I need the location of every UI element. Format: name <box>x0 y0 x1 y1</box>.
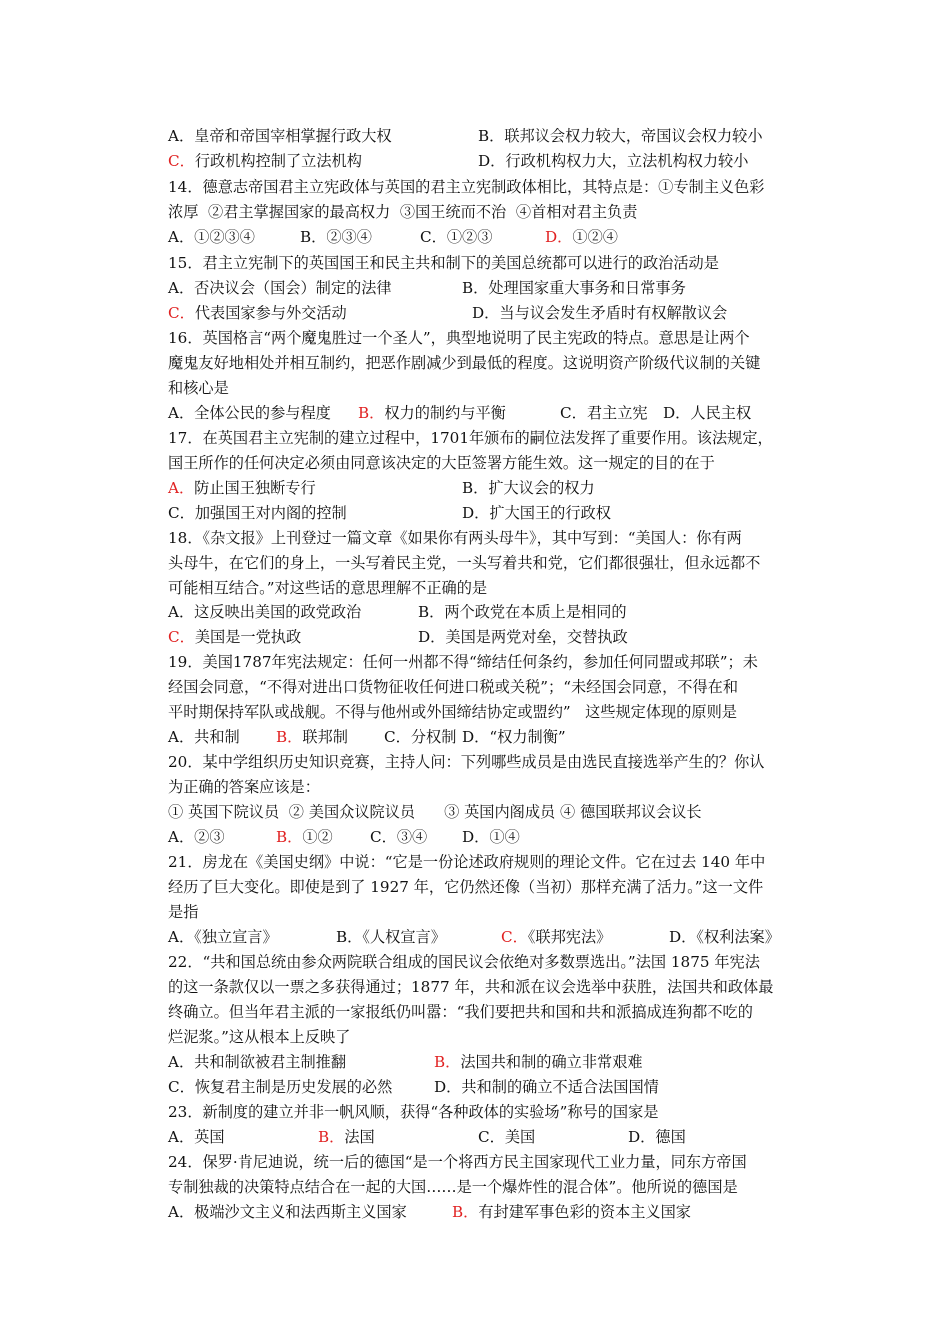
option-text: 《人权宣言》 <box>362 928 446 946</box>
option-text: ③④ <box>396 828 428 846</box>
option-letter: C． <box>370 828 397 846</box>
option-text: 法国 <box>344 1128 375 1146</box>
question-text-line: 烂泥浆。”这从根本上反映了 <box>168 1028 351 1046</box>
question-text-line: 17．在英国君主立宪制的建立过程中，1701年颁布的嗣位法发挥了重要作用。该法规定， <box>168 429 773 447</box>
option-letter: C． <box>168 628 195 646</box>
option-letter: A． <box>168 928 195 946</box>
answer-option <box>168 625 301 650</box>
question-text-line: 浓厚 ②君主掌握国家的最高权力 ③国王统而不治 ④首相对君主负责 <box>168 203 638 221</box>
options-row <box>0 476 950 501</box>
option-text: 有封建军事色彩的资本主义国家 <box>478 1203 691 1221</box>
question-text-line: 23．新制度的建立并非一帆风顺，获得“各种政体的实验场”称号的国家是 <box>168 1103 659 1121</box>
question-text-line: 21．房龙在《美国史纲》中说：“它是一份论述政府规则的理论文件。它在过去 140 年中 <box>168 853 766 871</box>
answer-option <box>478 149 748 174</box>
option-letter: B． <box>358 404 385 422</box>
option-letter: D． <box>434 1078 462 1096</box>
question-text-line: 15．君主立宪制下的英国国王和民主共和制下的美国总统都可以进行的政治活动是 <box>168 254 719 272</box>
answer-option <box>501 925 611 950</box>
option-letter: D． <box>462 828 490 846</box>
option-text: 扩大国王的行政权 <box>489 504 611 522</box>
options-row <box>0 600 950 625</box>
question-text-line: 16．英国格言“两个魔鬼胜过一个圣人”，典型地说明了民主宪政的特点。意思是让两个 <box>168 329 750 347</box>
option-text: ②③④ <box>326 228 372 246</box>
question-text-line: 国王所作的任何决定必须由同意该决定的大臣签署方能生效。这一规定的目的在于 <box>168 454 715 472</box>
question-text-line: 魔鬼友好地相处并相互制约，把恶作剧减少到最低的程度。这说明资产阶级代议制的关键 <box>168 354 761 372</box>
question-text-line: 是指 <box>168 903 199 921</box>
option-text: 《联邦宪法》 <box>527 928 612 946</box>
question-text-line: 经历了巨大变化。即使是到了 1927 年，它仍然还像（当初）那样充满了活力。”这一文件 <box>168 878 764 896</box>
answer-option <box>462 276 686 301</box>
answer-option <box>418 625 628 650</box>
option-letter: A． <box>168 1203 195 1221</box>
option-text: ②③ <box>194 828 225 846</box>
option-letter: B． <box>462 479 489 497</box>
option-text: 行政机构控制了立法机构 <box>194 152 362 170</box>
option-text: 《独立宣言》 <box>194 928 278 946</box>
option-letter: B． <box>276 828 303 846</box>
answer-option <box>434 1075 659 1100</box>
option-letter: B． <box>434 1053 461 1071</box>
answer-option <box>276 725 348 750</box>
option-letter: B． <box>300 228 327 246</box>
option-text: 共和制的确立不适合法国国情 <box>461 1078 659 1096</box>
question-text-line: 24．保罗·肯尼迪说，统一后的德国“是一个将西方民主国家现代工业力量，同东方帝国 <box>168 1153 747 1171</box>
option-text: 美国是一党执政 <box>194 628 302 646</box>
answer-option <box>462 725 566 750</box>
option-text: ①②③④ <box>194 228 255 246</box>
answer-option <box>168 301 347 326</box>
option-letter: C． <box>168 1078 195 1096</box>
option-text: 否决议会（国会）制定的法律 <box>194 279 392 297</box>
option-text: ①②④ <box>572 228 618 246</box>
option-text: 联邦议会权力较大，帝国议会权力较小 <box>504 127 763 145</box>
option-text: 分权制 <box>410 728 457 746</box>
option-text: 美国是两党对垒，交替执政 <box>445 628 628 646</box>
options-row <box>0 149 950 174</box>
option-text: 当与议会发生矛盾时有权解散议会 <box>499 304 728 322</box>
option-letter: C． <box>168 504 195 522</box>
question-text-line: ① 英国下院议员 ② 美国众议院议员 ③ 英国内阁成员 ④ 德国联邦议会议长 <box>168 803 702 821</box>
answer-option <box>472 301 727 326</box>
answer-option <box>462 476 595 501</box>
option-letter: B． <box>478 127 505 145</box>
option-text: ①② <box>302 828 333 846</box>
options-row <box>0 1200 950 1225</box>
answer-option <box>560 401 648 426</box>
option-text: 这反映出美国的政党政治 <box>194 603 362 621</box>
question-text-line: 终确立。但当年君主派的一家报纸仍叫嚣：“我们要把共和国和共和派搞成连狗都不吃的 <box>168 1003 753 1021</box>
option-letter: C． <box>168 152 195 170</box>
options-row <box>0 401 950 426</box>
answer-option <box>462 501 611 526</box>
option-letter: A． <box>168 228 195 246</box>
answer-option <box>462 825 520 850</box>
options-row <box>0 124 950 149</box>
option-text: 联邦制 <box>302 728 348 746</box>
option-letter: B． <box>462 279 489 297</box>
option-letter: D． <box>628 1128 656 1146</box>
answer-option <box>168 225 255 250</box>
option-text: ①④ <box>489 828 520 846</box>
answer-option <box>545 225 618 250</box>
option-letter: B． <box>318 1128 345 1146</box>
options-row <box>0 725 950 750</box>
option-text: 行政机构权力大，立法机构权力较小 <box>505 152 749 170</box>
answer-option <box>452 1200 691 1225</box>
answer-option <box>168 600 361 625</box>
answer-option <box>628 1125 686 1150</box>
option-text: 代表国家参与外交活动 <box>194 304 347 322</box>
option-letter: D． <box>669 928 697 946</box>
answer-option <box>168 1125 225 1150</box>
question-text-line: 19．美国1787年宪法规定：任何一州都不得“缔结任何条约，参加任何同盟或邦联”；未 <box>168 653 758 671</box>
option-letter: A． <box>168 828 195 846</box>
question-text-line: 可能相互结合。”对这些话的意思理解不正确的是 <box>168 579 488 597</box>
option-letter: A． <box>168 479 195 497</box>
option-text: 加强国王对内阁的控制 <box>194 504 347 522</box>
options-row <box>0 625 950 650</box>
answer-option <box>168 1075 392 1100</box>
option-letter: D． <box>462 504 490 522</box>
answer-option <box>300 225 372 250</box>
answer-option <box>434 1050 643 1075</box>
option-text: 恢复君主制是历史发展的必然 <box>194 1078 393 1096</box>
question-text-line: 头母牛，在它们的身上，一头写着民主党，一头写着共和党，它们都很强壮，但永远都不 <box>168 554 761 572</box>
option-letter: A． <box>168 728 195 746</box>
answer-option <box>384 725 456 750</box>
answer-option <box>318 1125 375 1150</box>
option-text: 防止国王独断专行 <box>194 479 316 497</box>
option-text: 法国共和制的确立非常艰难 <box>460 1053 643 1071</box>
answer-option <box>168 276 392 301</box>
option-letter: C． <box>478 1128 505 1146</box>
answer-option <box>168 501 347 526</box>
question-text-line: 经国会同意，“不得对进出口货物征收任何进口税或关税”；“未经国会同意，不得在和 <box>168 678 739 696</box>
answer-option <box>336 925 446 950</box>
option-text: 皇帝和帝国宰相掌握行政大权 <box>194 127 392 145</box>
options-row <box>0 1050 950 1075</box>
question-text-line: 20．某中学组织历史知识竞赛，主持人问：下列哪些成员是由选民直接选举产生的？你认 <box>168 753 765 771</box>
option-text: 人民主权 <box>690 404 752 422</box>
option-letter: D． <box>462 728 490 746</box>
answer-option <box>168 149 362 174</box>
option-text: 全体公民的参与程度 <box>194 404 331 422</box>
question-text-line: 和核心是 <box>168 379 229 397</box>
answer-option <box>168 725 240 750</box>
option-text: ①②③ <box>446 228 493 246</box>
option-text: 权力的制约与平衡 <box>384 404 506 422</box>
option-text: 美国 <box>504 1128 536 1146</box>
option-letter: D． <box>472 304 500 322</box>
answer-option <box>669 925 780 950</box>
option-letter: C． <box>168 304 195 322</box>
options-row <box>0 1125 950 1150</box>
option-letter: D． <box>478 152 506 170</box>
answer-option <box>478 1125 535 1150</box>
question-text-line: 18．《杂文报》上刊登过一篇文章《如果你有两头母牛》，其中写到：“美国人：你有两 <box>168 529 742 547</box>
answer-option <box>168 925 278 950</box>
option-letter: A． <box>168 603 195 621</box>
option-text: 处理国家重大事务和日常事务 <box>488 279 686 297</box>
options-row <box>0 276 950 301</box>
question-text-line: 平时期保持军队或战舰。不得与他州或外国缔结协定或盟约” 这些规定体现的原则是 <box>168 703 737 721</box>
options-row <box>0 225 950 250</box>
question-text-line: 专制独裁的决策特点结合在一起的大国……是一个爆炸性的混合体”。他所说的德国是 <box>168 1178 738 1196</box>
option-letter: C． <box>420 228 447 246</box>
option-letter: A． <box>168 127 195 145</box>
question-text-line: 22．“共和国总统由参众两院联合组成的国民议会依绝对多数票选出。”法国 1875 年宪法 <box>168 953 760 971</box>
option-letter: D． <box>545 228 573 246</box>
option-letter: B． <box>418 603 445 621</box>
answer-option <box>478 124 763 149</box>
option-letter: A． <box>168 404 195 422</box>
answer-option <box>358 401 506 426</box>
answer-option <box>663 401 751 426</box>
answer-option <box>168 1200 407 1225</box>
option-letter: D． <box>418 628 446 646</box>
option-letter: C． <box>501 928 528 946</box>
option-text: 德国 <box>655 1128 686 1146</box>
options-row <box>0 301 950 326</box>
option-letter: A． <box>168 279 195 297</box>
answer-option <box>168 401 331 426</box>
option-text: 英国 <box>194 1128 225 1146</box>
options-row <box>0 501 950 526</box>
options-row <box>0 1075 950 1100</box>
options-row <box>0 825 950 850</box>
option-text: 极端沙文主义和法西斯主义国家 <box>194 1203 407 1221</box>
question-text-line: 14．德意志帝国君主立宪政体与英国的君主立宪制政体相比，其特点是：①专制主义色彩 <box>168 178 765 196</box>
answer-option <box>168 124 392 149</box>
answer-option <box>276 825 333 850</box>
option-text: 共和制欲被君主制推翻 <box>194 1053 347 1071</box>
options-row <box>0 925 950 950</box>
option-letter: A． <box>168 1053 195 1071</box>
option-text: 《权利法案》 <box>696 928 780 946</box>
answer-option <box>420 225 492 250</box>
answer-option <box>370 825 427 850</box>
answer-option <box>168 825 225 850</box>
option-letter: B． <box>336 928 363 946</box>
option-letter: B． <box>452 1203 479 1221</box>
option-text: 共和制 <box>194 728 240 746</box>
question-text-line: 为正确的答案应该是： <box>168 778 320 796</box>
question-text-line: 的这一条款仅以一票之多获得通过；1877 年，共和派在议会选举中获胜，法国共和政体最 <box>168 978 774 996</box>
option-text: 君主立宪 <box>586 404 648 422</box>
option-letter: A． <box>168 1128 195 1146</box>
option-letter: C． <box>384 728 411 746</box>
answer-option <box>418 600 627 625</box>
option-text: 扩大议会的权力 <box>488 479 595 497</box>
option-letter: B． <box>276 728 303 746</box>
option-letter: C． <box>560 404 587 422</box>
answer-option <box>168 1050 346 1075</box>
option-text: 两个政党在本质上是相同的 <box>444 603 627 621</box>
option-text: “权力制衡” <box>489 728 566 746</box>
answer-option <box>168 476 316 501</box>
option-letter: D． <box>663 404 691 422</box>
